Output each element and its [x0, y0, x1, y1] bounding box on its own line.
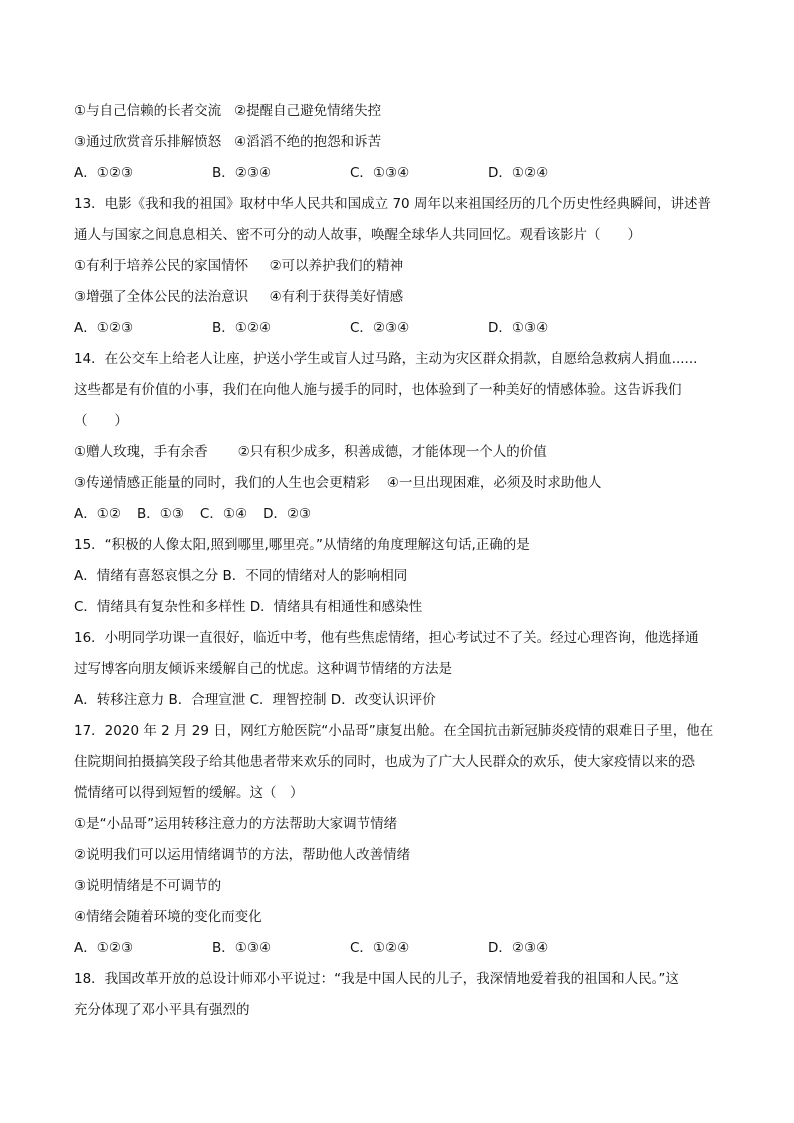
q12-items-row2 [74, 131, 734, 162]
q12-options [74, 162, 734, 193]
q13-item2: ②可以养护我们的精神 [269, 258, 404, 274]
q13-stem-line1: 13．电影《我和我的祖国》取材中华人民共和国成立 70 周年以来祖国经历的几个历史性经典瞬间，讲述普 [74, 196, 711, 212]
q14-option-a: A．①② [74, 506, 121, 522]
q12-option-b: B．②③④ [212, 165, 272, 181]
q12-item1: ①与自己信赖的长者交流 [74, 103, 222, 119]
q16-options: A．转移注意力 B．合理宣泄 C．理智控制 D．改变认识评价 [74, 692, 436, 708]
q17-options [74, 937, 734, 968]
q13-option-b: B．①②④ [212, 320, 272, 336]
exam-page [74, 100, 734, 1030]
q17-option-d: D．②③④ [488, 940, 549, 956]
q14-option-c: C．①④ [199, 506, 248, 522]
q13-items-row2 [74, 286, 734, 317]
q17-stem-line3: 慌情绪可以得到短暂的缓解。这（ ） [74, 785, 304, 801]
q18-stem-line2: 充分体现了邓小平具有强烈的 [74, 1002, 250, 1018]
q17-item1: ①是“小品哥”运用转移注意力的方法帮助大家调节情绪 [74, 816, 398, 832]
q13-items-row1 [74, 255, 734, 286]
q14-items-row1 [74, 441, 734, 472]
q14-items-row2 [74, 472, 734, 503]
q14-options [74, 503, 734, 534]
q17-item4: ④情绪会随着环境的变化而变化 [74, 909, 262, 925]
q13-item4: ④有利于获得美好情感 [269, 289, 404, 305]
q14-option-b: B．①③ [136, 506, 184, 522]
q17-option-b: B．①③④ [212, 940, 272, 956]
q15-stem: 15．“积极的人像太阳,照到哪里,哪里亮。”从情绪的角度理解这句话,正确的是 [74, 537, 530, 553]
q13-stem-line2: 通人与国家之间息息相关、密不可分的动人故事，唤醒全球华人共同回忆。观看该影片（ ） [74, 227, 641, 243]
q12-item3: ③通过欣赏音乐排解愤怒 [74, 134, 222, 150]
q12-item4: ④滔滔不绝的抱怨和诉苦 [233, 134, 382, 150]
q17-option-c: C．①②④ [350, 940, 410, 956]
q14-stem-line1: 14．在公交车上给老人让座，护送小学生或盲人过马路，主动为灾区群众捐款，自愿给急救病人捐血...... [74, 351, 698, 367]
q12-item2: ②提醒自己避免情绪失控 [233, 103, 382, 119]
q14-stem-line3: （ ） [74, 413, 128, 429]
q16-stem-line2: 过写博客向朋友倾诉来缓解自己的忧虑。这种调节情绪的方法是 [74, 661, 452, 677]
q13-option-d: D．①③④ [488, 320, 549, 336]
q17-stem-line1: 17．2020 年 2 月 29 日，网红方舱医院“小品哥”康复出舱。在全国抗击新冠肺炎疫情的艰难日子里，他在 [74, 723, 714, 739]
q17-item2: ②说明我们可以运用情绪调节的方法，帮助他人改善情绪 [74, 847, 411, 863]
q14-item3: ③传递情感正能量的同时，我们的人生也会更精彩 [74, 475, 370, 491]
q16-stem-line1: 16．小明同学功课一直很好，临近中考，他有些焦虑情绪，担心考试过不了关。经过心理咨询，他选择通 [74, 630, 699, 646]
q12-option-c: C．①③④ [350, 165, 410, 181]
q13-option-a: A．①②③ [74, 320, 134, 336]
q13-option-c: C．②③④ [350, 320, 410, 336]
q17-stem-line2: 住院期间拍摄搞笑段子给其他患者带来欢乐的同时，也成为了广大人民群众的欢乐，使大家疫情以来的恐 [74, 754, 695, 770]
q15-options-row1: A．情绪有喜怒哀惧之分 B．不同的情绪对人的影响相同 [74, 568, 408, 584]
q14-item4: ④一旦出现困难，必须及时求助他人 [386, 475, 602, 491]
q14-stem-line2: 这些都是有价值的小事，我们在向他人施与援手的同时，也体验到了一种美好的情感体验。这告诉我们 [74, 382, 682, 398]
q14-item1: ①赠人玫瑰，手有余香 [74, 444, 208, 460]
q13-options [74, 317, 734, 348]
q13-item1: ①有利于培养公民的家国情怀 [74, 258, 249, 274]
q12-option-d: D．①②④ [488, 165, 549, 181]
q14-item2: ②只有积少成多，积善成德，才能体现一个人的价值 [237, 444, 547, 460]
q17-option-a: A．①②③ [74, 940, 134, 956]
q17-item3: ③说明情绪是不可调节的 [74, 878, 222, 894]
q12-option-a: A．①②③ [74, 165, 134, 181]
q18-stem-line1: 18．我国改革开放的总设计师邓小平说过：“我是中国人民的儿子，我深情地爱着我的祖国和人民。”这 [74, 971, 679, 987]
q15-options-row2: C．情绪具有复杂性和多样性 D．情绪具有相通性和感染性 [74, 599, 423, 615]
q12-items-row1 [74, 100, 734, 131]
q14-option-d: D．②③ [263, 506, 312, 522]
q13-item3: ③增强了全体公民的法治意识 [74, 289, 249, 305]
